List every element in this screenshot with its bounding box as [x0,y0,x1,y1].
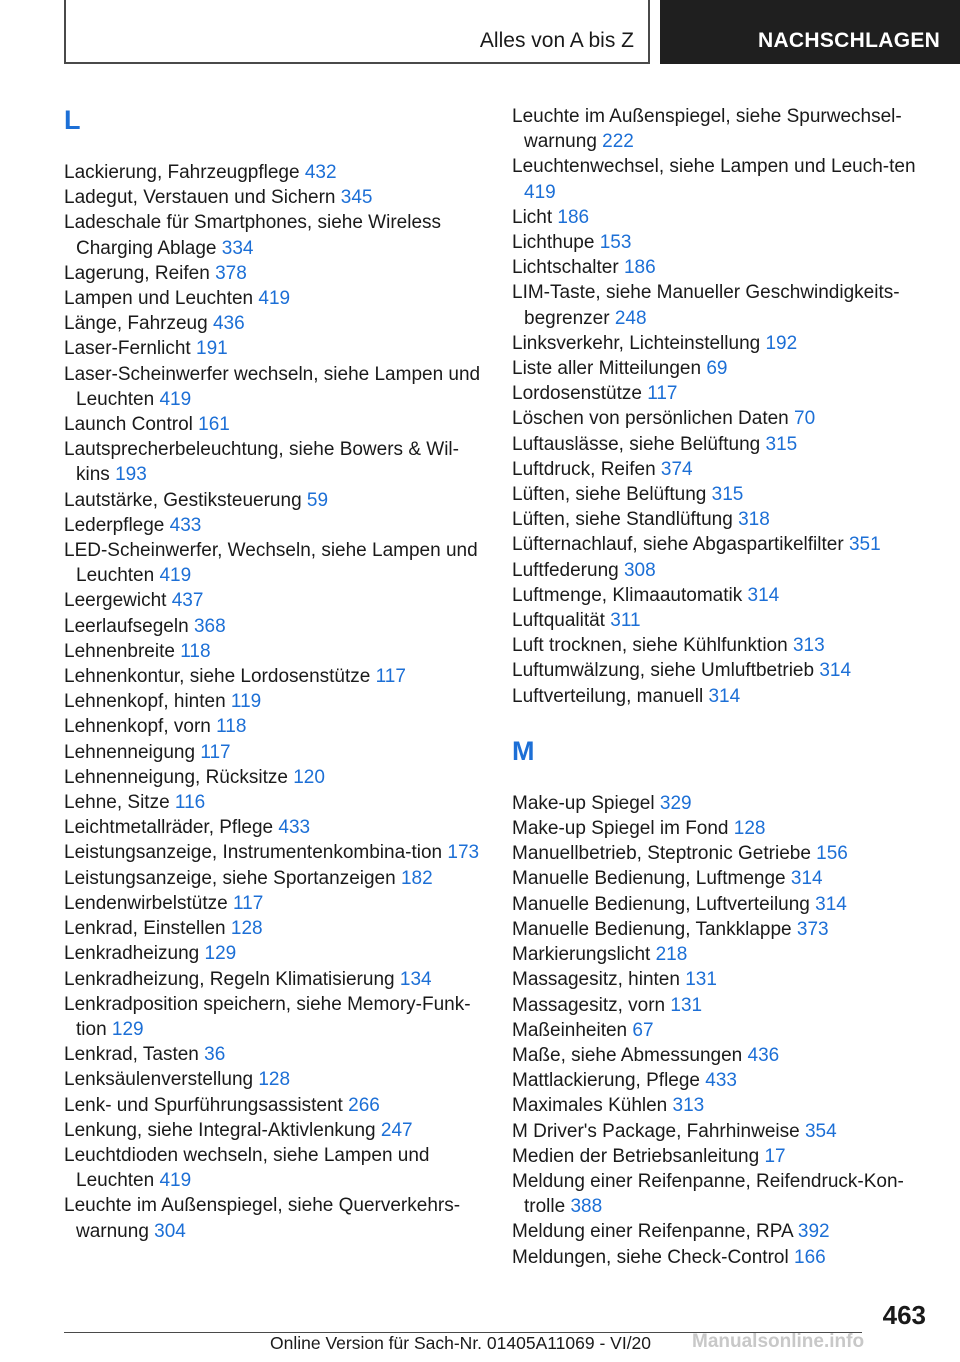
index-entry-text: Meldung einer Reifenpanne, Reifendruck-Kon‐trolle [512,1170,904,1218]
index-entry-text: Manuelle Bedienung, Luftverteilung [512,893,816,915]
index-entry-page-link[interactable]: 173 [447,842,480,864]
index-entry-text: Liste aller Mitteilungen [512,358,707,380]
index-entry [512,532,932,557]
index-entry [64,840,484,865]
index-entry-text: LED-Scheinwerfer, Wechseln, siehe Lampen und Leuchten [64,540,478,587]
index-entry-page-link[interactable]: 153 [599,232,632,254]
index-entry-page-link[interactable]: 345 [340,187,373,209]
index-entry-text: Leistungsanzeige, Instrumentenkombina‐tion [64,842,448,864]
index-entry [64,185,484,210]
index-entry [64,412,484,437]
index-entry-page-link[interactable]: 368 [193,615,226,637]
index-entry-page-link[interactable]: 311 [610,610,641,632]
index-entry-text: Lehnenkopf, hinten [64,691,231,713]
index-entry-text: Lampen und Leuchten [64,288,259,310]
index-entry-page-link[interactable]: 247 [380,1119,413,1141]
index-entry [512,1245,932,1270]
index-entry-page-link[interactable]: 315 [765,433,798,455]
index-entry-text: Leerlaufsegeln [64,615,194,637]
index-entry-page-link[interactable]: 334 [221,237,254,259]
index-entry-page-link[interactable]: 433 [278,817,311,839]
index-entry-page-link[interactable]: 117 [200,741,231,763]
index-entry-page-link[interactable]: 36 [204,1044,226,1066]
index-entry-text: Lautstärke, Gestiksteuerung [64,489,307,511]
index-entry [64,1067,484,1092]
index-entry [64,740,484,765]
index-entry-text: Markierungslicht [512,944,656,966]
index-entry-page-link[interactable]: 308 [623,559,656,581]
index-entry-page-link[interactable]: 318 [738,509,770,531]
index-entry-text: Meldung einer Reifenpanne, RPA [512,1221,798,1243]
index-entry [512,684,932,709]
index-entry [512,457,932,482]
index-entry [512,1144,932,1169]
index-entry [64,815,484,840]
index-entry-text: Luftauslässe, siehe Belüftung [512,433,766,455]
index-entry-text: Lichthupe [512,232,600,254]
index-entry-text: Lehnenneigung [64,741,201,763]
index-entry [512,841,932,866]
index-entry-page-link[interactable]: 131 [685,969,717,991]
index-entry-text: Laser-Fernlicht [64,338,196,360]
index-entry [64,714,484,739]
index-entry-page-link[interactable]: 70 [794,408,816,430]
index-entry [64,664,484,689]
index-entry [64,639,484,664]
index-letter-l: L [64,105,81,135]
index-entry-text: Lehnenbreite [64,640,181,662]
index-entry-text: Lehne, Sitze [64,792,175,814]
index-entry [512,1068,932,1093]
index-entry-text: Make-up Spiegel im Fond [512,818,734,840]
index-entry-page-link[interactable]: 315 [711,484,744,506]
index-entry-page-link[interactable]: 314 [819,660,852,682]
index-entry-text: Lenkrad, Tasten [64,1044,205,1066]
index-entry [64,160,484,185]
index-entry [512,942,932,967]
index-entry [512,1169,932,1219]
index-entry-text: Launch Control [64,414,199,436]
index-entry-text: Lackierung, Fahrzeugpflege [64,162,305,183]
index-entry-page-link[interactable]: 433 [705,1070,737,1092]
index-entry-page-link[interactable]: 67 [632,1019,654,1041]
index-entry-text: Lenkradheizung, Regeln Klimatisierung [64,968,400,990]
index-entry-text: Maßeinheiten [512,1019,633,1041]
index-entry [512,633,932,658]
index-entry-page-link[interactable]: 388 [570,1196,603,1218]
index-entry [64,311,484,336]
index-entry-text: Manuelle Bedienung, Luftmenge [512,868,791,890]
index-entry-text: Lederpflege [64,514,170,536]
index-entry-text: Mattlackierung, Pflege [512,1070,706,1092]
index-entry-page-link[interactable]: 117 [375,666,406,688]
index-entry [64,1193,484,1243]
index-entry [64,941,484,966]
index-entry-text: Luft trocknen, siehe Kühlfunktion [512,635,793,657]
index-entry-text: Lenksäulenverstellung [64,1069,259,1091]
index-entry-text: Löschen von persönlichen Daten [512,408,795,430]
index-entry [64,614,484,639]
index-entry [64,488,484,513]
index-entry-page-link[interactable]: 193 [115,464,147,486]
index-entry-text: Medien der Betriebsanleitung [512,1145,765,1167]
index-entry-text: Lenk- und Spurführungsassistent [64,1094,349,1116]
index-entry-page-link[interactable]: 373 [796,918,829,940]
index-entry-page-link[interactable]: 436 [212,313,245,335]
index-entry-text: Leuchtdioden wechseln, siehe Lampen und Leuchten [64,1144,430,1192]
page-number: 463 [882,1300,926,1330]
index-entry-page-link[interactable]: 117 [233,892,264,914]
index-entry [512,967,932,992]
index-entry-page-link[interactable]: 218 [655,944,688,966]
index-entry [64,967,484,992]
index-list-m [512,791,932,1270]
index-entry-text: Massagesitz, hinten [512,969,686,991]
index-entry-page-link[interactable]: 354 [804,1120,837,1142]
index-entry-page-link[interactable]: 69 [706,358,728,380]
index-entry [512,1018,932,1043]
index-entry-text: LIM-Taste, siehe Manueller Geschwindigkeits‐begrenzer [512,282,900,329]
index-entry-page-link[interactable]: 432 [304,162,337,183]
index-entry [512,1119,932,1144]
index-entry-page-link[interactable]: 419 [159,1170,192,1192]
index-entry-text: Lenkradposition speichern, siehe Memory-Funk‐tion [64,993,471,1040]
index-entry-page-link[interactable]: 131 [670,994,703,1016]
header-section-title: Alles von A bis Z [479,29,634,52]
index-entry [64,538,484,588]
index-entry-page-link[interactable]: 191 [196,338,228,360]
index-entry-text: Maximales Kühlen [512,1095,673,1117]
index-entry-page-link[interactable]: 378 [215,262,247,284]
index-entry-text: Leergewicht [64,590,172,612]
index-entry [64,1042,484,1067]
index-column-right [512,104,932,1270]
index-entry-page-link[interactable]: 419 [159,388,192,410]
index-entry [64,210,484,260]
index-entry-page-link[interactable]: 314 [790,868,823,890]
index-entry [512,381,932,406]
index-entry-page-link[interactable]: 314 [747,584,780,606]
index-entry [512,507,932,532]
index-entry-text: Meldungen, siehe Check-Control [512,1246,794,1268]
index-entry-page-link[interactable]: 119 [230,691,262,713]
index-entry-page-link[interactable]: 392 [797,1221,830,1243]
index-entry-page-link[interactable]: 156 [816,843,848,865]
index-entry [512,154,932,204]
index-entry-text: Lüften, siehe Standlüftung [512,509,739,531]
index-entry-page-link[interactable]: 59 [306,489,329,511]
index-entry-text: Luftverteilung, manuell [512,685,709,707]
footer-online-version: Online Version für Sach-Nr. 01405A11069 - VI/20 [270,1333,652,1353]
index-entry-page-link[interactable]: 314 [815,893,847,915]
index-entry-text: Ladegut, Verstauen und Sichern [64,187,341,209]
header-chapter-title: NACHSCHLAGEN [758,29,941,52]
index-entry-page-link[interactable]: 17 [764,1145,786,1167]
index-entry-page-link[interactable]: 186 [557,206,590,228]
index-entry [512,583,932,608]
index-entry-text: Lordosenstütze [512,383,648,405]
index-entry-page-link[interactable]: 266 [348,1094,380,1116]
index-entry-page-link[interactable]: 166 [794,1246,826,1268]
index-entry-text: Lehnenkontur, siehe Lordosenstütze [64,666,376,688]
index-entry-text: Lehnenkopf, vorn [64,716,217,738]
index-entry-page-link[interactable]: 192 [765,332,798,354]
index-entry [512,356,932,381]
index-entry-page-link[interactable]: 120 [293,766,325,788]
index-entry [512,816,932,841]
index-entry [512,331,932,356]
index-entry [64,1143,484,1193]
index-entry [512,608,932,633]
index-entry-text: Manuellbetrieb, Steptronic Getriebe [512,843,817,865]
index-entry-text: Licht [512,206,558,228]
index-entry-text: Lehnenneigung, Rücksitze [64,766,294,788]
index-entry-page-link[interactable]: 128 [258,1069,291,1091]
index-entry-text: Leuchte im Außenspiegel, siehe Querverkehrs‐warnung [64,1195,461,1242]
index-entry [512,406,932,431]
index-entry-page-link[interactable]: 304 [154,1220,186,1242]
index-entry-page-link[interactable]: 161 [198,414,230,436]
header-section-box [64,0,650,64]
index-entry [64,689,484,714]
index-entry-page-link[interactable]: 116 [174,792,206,814]
index-entry-text: Massagesitz, vorn [512,994,671,1016]
index-entry-text: Lenkung, siehe Integral-Aktivlenkung [64,1119,381,1141]
index-entry-text: Lichtschalter [512,257,624,279]
index-entry-text: Lautsprecherbeleuchtung, siehe Bowers & Wil‐kins [64,439,459,486]
index-entry-text: Lenkrad, Einstellen [64,918,231,940]
index-entry-page-link[interactable]: 129 [111,1018,144,1040]
index-entry [64,992,484,1042]
index-entry [64,1118,484,1143]
index-column-left [64,104,484,1244]
index-entry-text: Manuelle Bedienung, Tankklappe [512,918,797,940]
index-entry-text: Luftdruck, Reifen [512,458,661,480]
index-entry-page-link[interactable]: 128 [230,918,263,940]
index-entry-page-link[interactable]: 314 [708,685,741,707]
index-entry-page-link[interactable]: 433 [169,514,202,536]
index-entry [64,362,484,412]
index-entry [512,280,932,330]
index-entry-text: Leuchtenwechsel, siehe Lampen und Leuch‐ten [512,156,916,178]
index-entry-text: Ladeschale für Smartphones, siehe Wireless Charging Ablage [64,212,442,259]
index-entry-text: Leuchte im Außenspiegel, siehe Spurwechsel‐warnung [512,106,902,153]
index-entry [512,791,932,816]
index-entry-page-link[interactable]: 222 [602,131,634,153]
index-entry [512,230,932,255]
index-entry-page-link[interactable]: 129 [204,943,237,965]
index-entry-page-link[interactable]: 118 [180,640,211,662]
index-entry-text: Länge, Fahrzeug [64,313,213,335]
footer-watermark: Manualsonline.info [692,1331,865,1352]
index-entry [512,255,932,280]
index-entry-text: Lagerung, Reifen [64,262,216,284]
index-entry [512,658,932,683]
index-entry [512,432,932,457]
index-entry [512,558,932,583]
index-entry-text: Lüfternachlauf, siehe Abgaspartikelfilter [512,534,849,556]
index-entry-page-link[interactable]: 374 [660,458,693,480]
index-entry-page-link[interactable]: 419 [159,565,192,587]
index-entry [64,866,484,891]
index-entry [512,1043,932,1068]
index-entry-page-link[interactable]: 128 [733,818,766,840]
index-entry [512,482,932,507]
index-entry [512,104,932,154]
index-entry-page-link[interactable]: 436 [747,1044,780,1066]
index-entry-page-link[interactable]: 419 [258,288,291,310]
header-chapter-tab [660,0,960,64]
index-entry-page-link[interactable]: 437 [171,590,204,612]
index-entry-text: Maße, siehe Abmessungen [512,1044,748,1066]
index-entry-text: Lenkradheizung [64,943,205,965]
index-entry [64,437,484,487]
index-entry-text: M Driver's Package, Fahrhinweise [512,1120,805,1142]
index-entry [512,892,932,917]
index-entry-text: Luftqualität [512,610,611,632]
index-list-l-continued [512,104,932,709]
index-entry-text: Luftmenge, Klimaautomatik [512,584,748,606]
index-entry-text: Linksverkehr, Lichteinstellung [512,332,766,354]
index-entry-text: Luftfederung [512,559,624,581]
index-entry-text: Lüften, siehe Belüftung [512,484,712,506]
index-entry [64,588,484,613]
index-entry-page-link[interactable]: 134 [399,968,432,990]
index-entry [64,891,484,916]
index-entry-text: Leistungsanzeige, siehe Sportanzeigen [64,867,401,889]
index-entry-page-link[interactable]: 186 [623,257,656,279]
index-entry-page-link[interactable]: 351 [848,534,881,556]
index-entry [512,993,932,1018]
index-entry-text: Make-up Spiegel [512,792,660,814]
index-letter-m: M [512,735,535,766]
index-entry [64,261,484,286]
index-entry [64,336,484,361]
index-entry [512,1219,932,1244]
index-entry-text: Lendenwirbelstütze [64,892,233,914]
index-entry-text: Luftumwälzung, siehe Umluftbetrieb [512,660,820,682]
index-entry-page-link[interactable]: 182 [400,867,433,889]
index-entry-page-link[interactable]: 419 [524,181,556,203]
index-entry [512,866,932,891]
index-entry [512,205,932,230]
index-entry-page-link[interactable]: 313 [792,635,825,657]
index-entry [64,790,484,815]
index-entry [64,916,484,941]
index-entry-text: Laser-Scheinwerfer wechseln, siehe Lampen und Leuchten [64,363,481,410]
index-entry-page-link[interactable]: 313 [672,1095,705,1117]
index-entry-page-link[interactable]: 329 [659,792,692,814]
index-entry [512,1093,932,1118]
index-entry-text: Leichtmetallräder, Pflege [64,817,279,839]
index-entry [64,513,484,538]
index-entry-page-link[interactable]: 248 [614,307,647,329]
index-list-l [64,160,484,1244]
index-entry-page-link[interactable]: 118 [216,716,247,738]
index-entry [64,1093,484,1118]
index-entry [64,286,484,311]
index-entry-page-link[interactable]: 117 [647,383,678,405]
index-entry [64,765,484,790]
index-entry [512,917,932,942]
